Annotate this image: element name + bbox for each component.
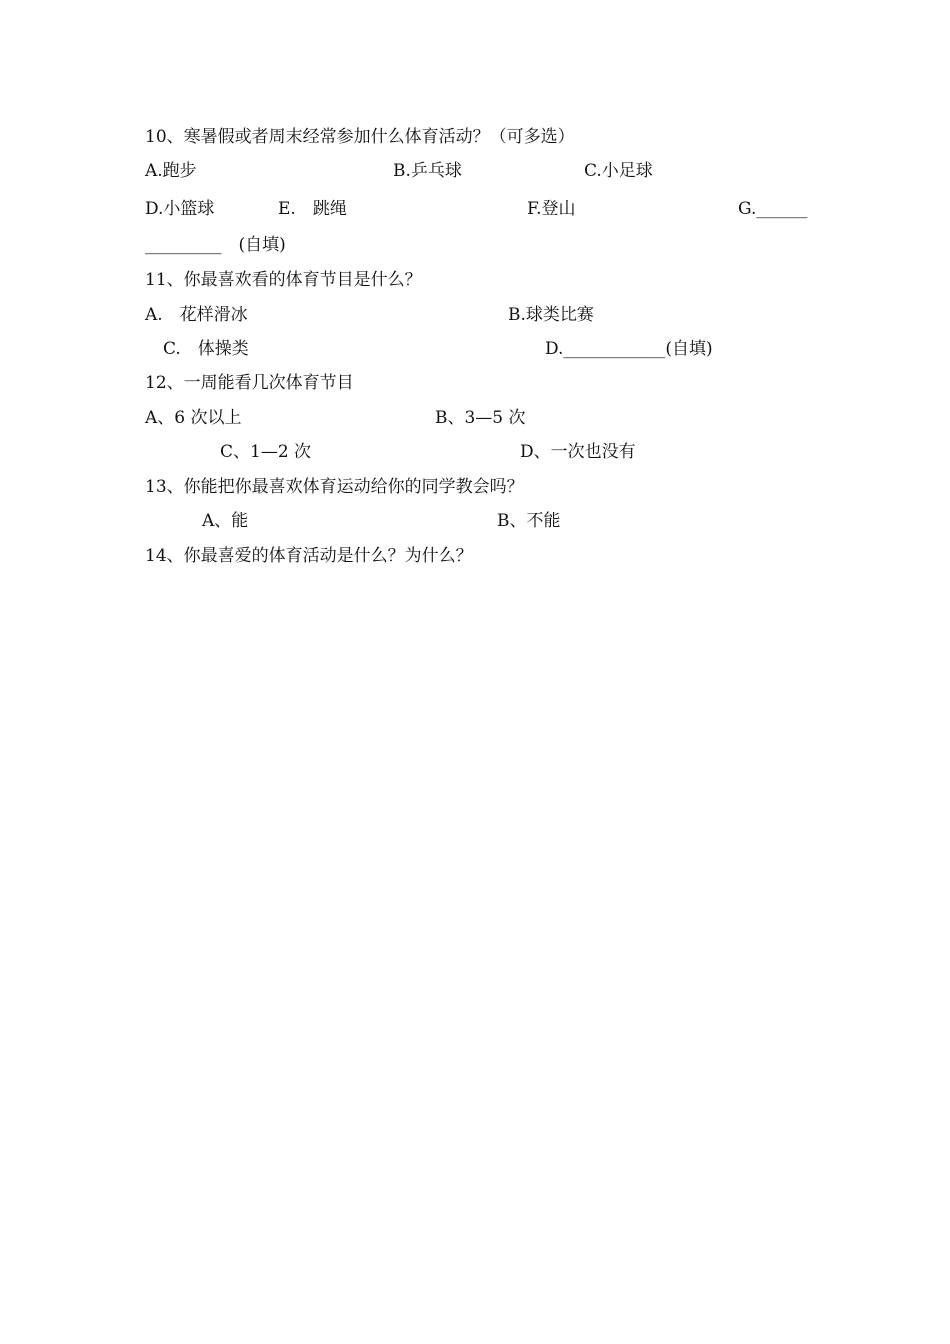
- q10-option-e: E. 跳绳: [278, 199, 347, 219]
- q10-option-a: A.跑步: [145, 161, 197, 181]
- q13-option-b: B、不能: [497, 511, 561, 531]
- q11-option-d: D.____________(自填): [545, 339, 713, 359]
- question-12: 12、一周能看几次体育节目: [145, 373, 354, 393]
- q13-option-a: A、能: [202, 511, 249, 531]
- q10-option-f: F.登山: [527, 199, 576, 219]
- q10-option-d: D.小篮球: [145, 199, 215, 219]
- q12-option-a: A、6 次以上: [145, 408, 242, 428]
- question-11: 11、你最喜欢看的体育节目是什么？: [145, 270, 422, 290]
- question-14: 14、你最喜爱的体育活动是什么？为什么？: [145, 546, 473, 566]
- q11-option-c: C. 体操类: [163, 339, 249, 359]
- question-13: 13、你能把你最喜欢体育运动给你的同学教会吗？: [145, 477, 524, 497]
- q10-option-g-continued: _________ (自填): [145, 235, 286, 255]
- q10-option-b: B.乒乓球: [393, 161, 462, 181]
- question-10: 10、寒暑假或者周末经常参加什么体育活动？（可多选）: [145, 127, 575, 147]
- q12-option-d: D、一次也没有: [520, 442, 636, 462]
- q12-option-c: C、1—2 次: [220, 442, 312, 462]
- q11-option-a: A. 花样滑冰: [145, 305, 248, 325]
- q10-option-c: C.小足球: [584, 161, 653, 181]
- q12-option-b: B、3—5 次: [435, 408, 526, 428]
- q10-option-g: G.______: [738, 199, 808, 219]
- q11-option-b: B.球类比赛: [508, 305, 594, 325]
